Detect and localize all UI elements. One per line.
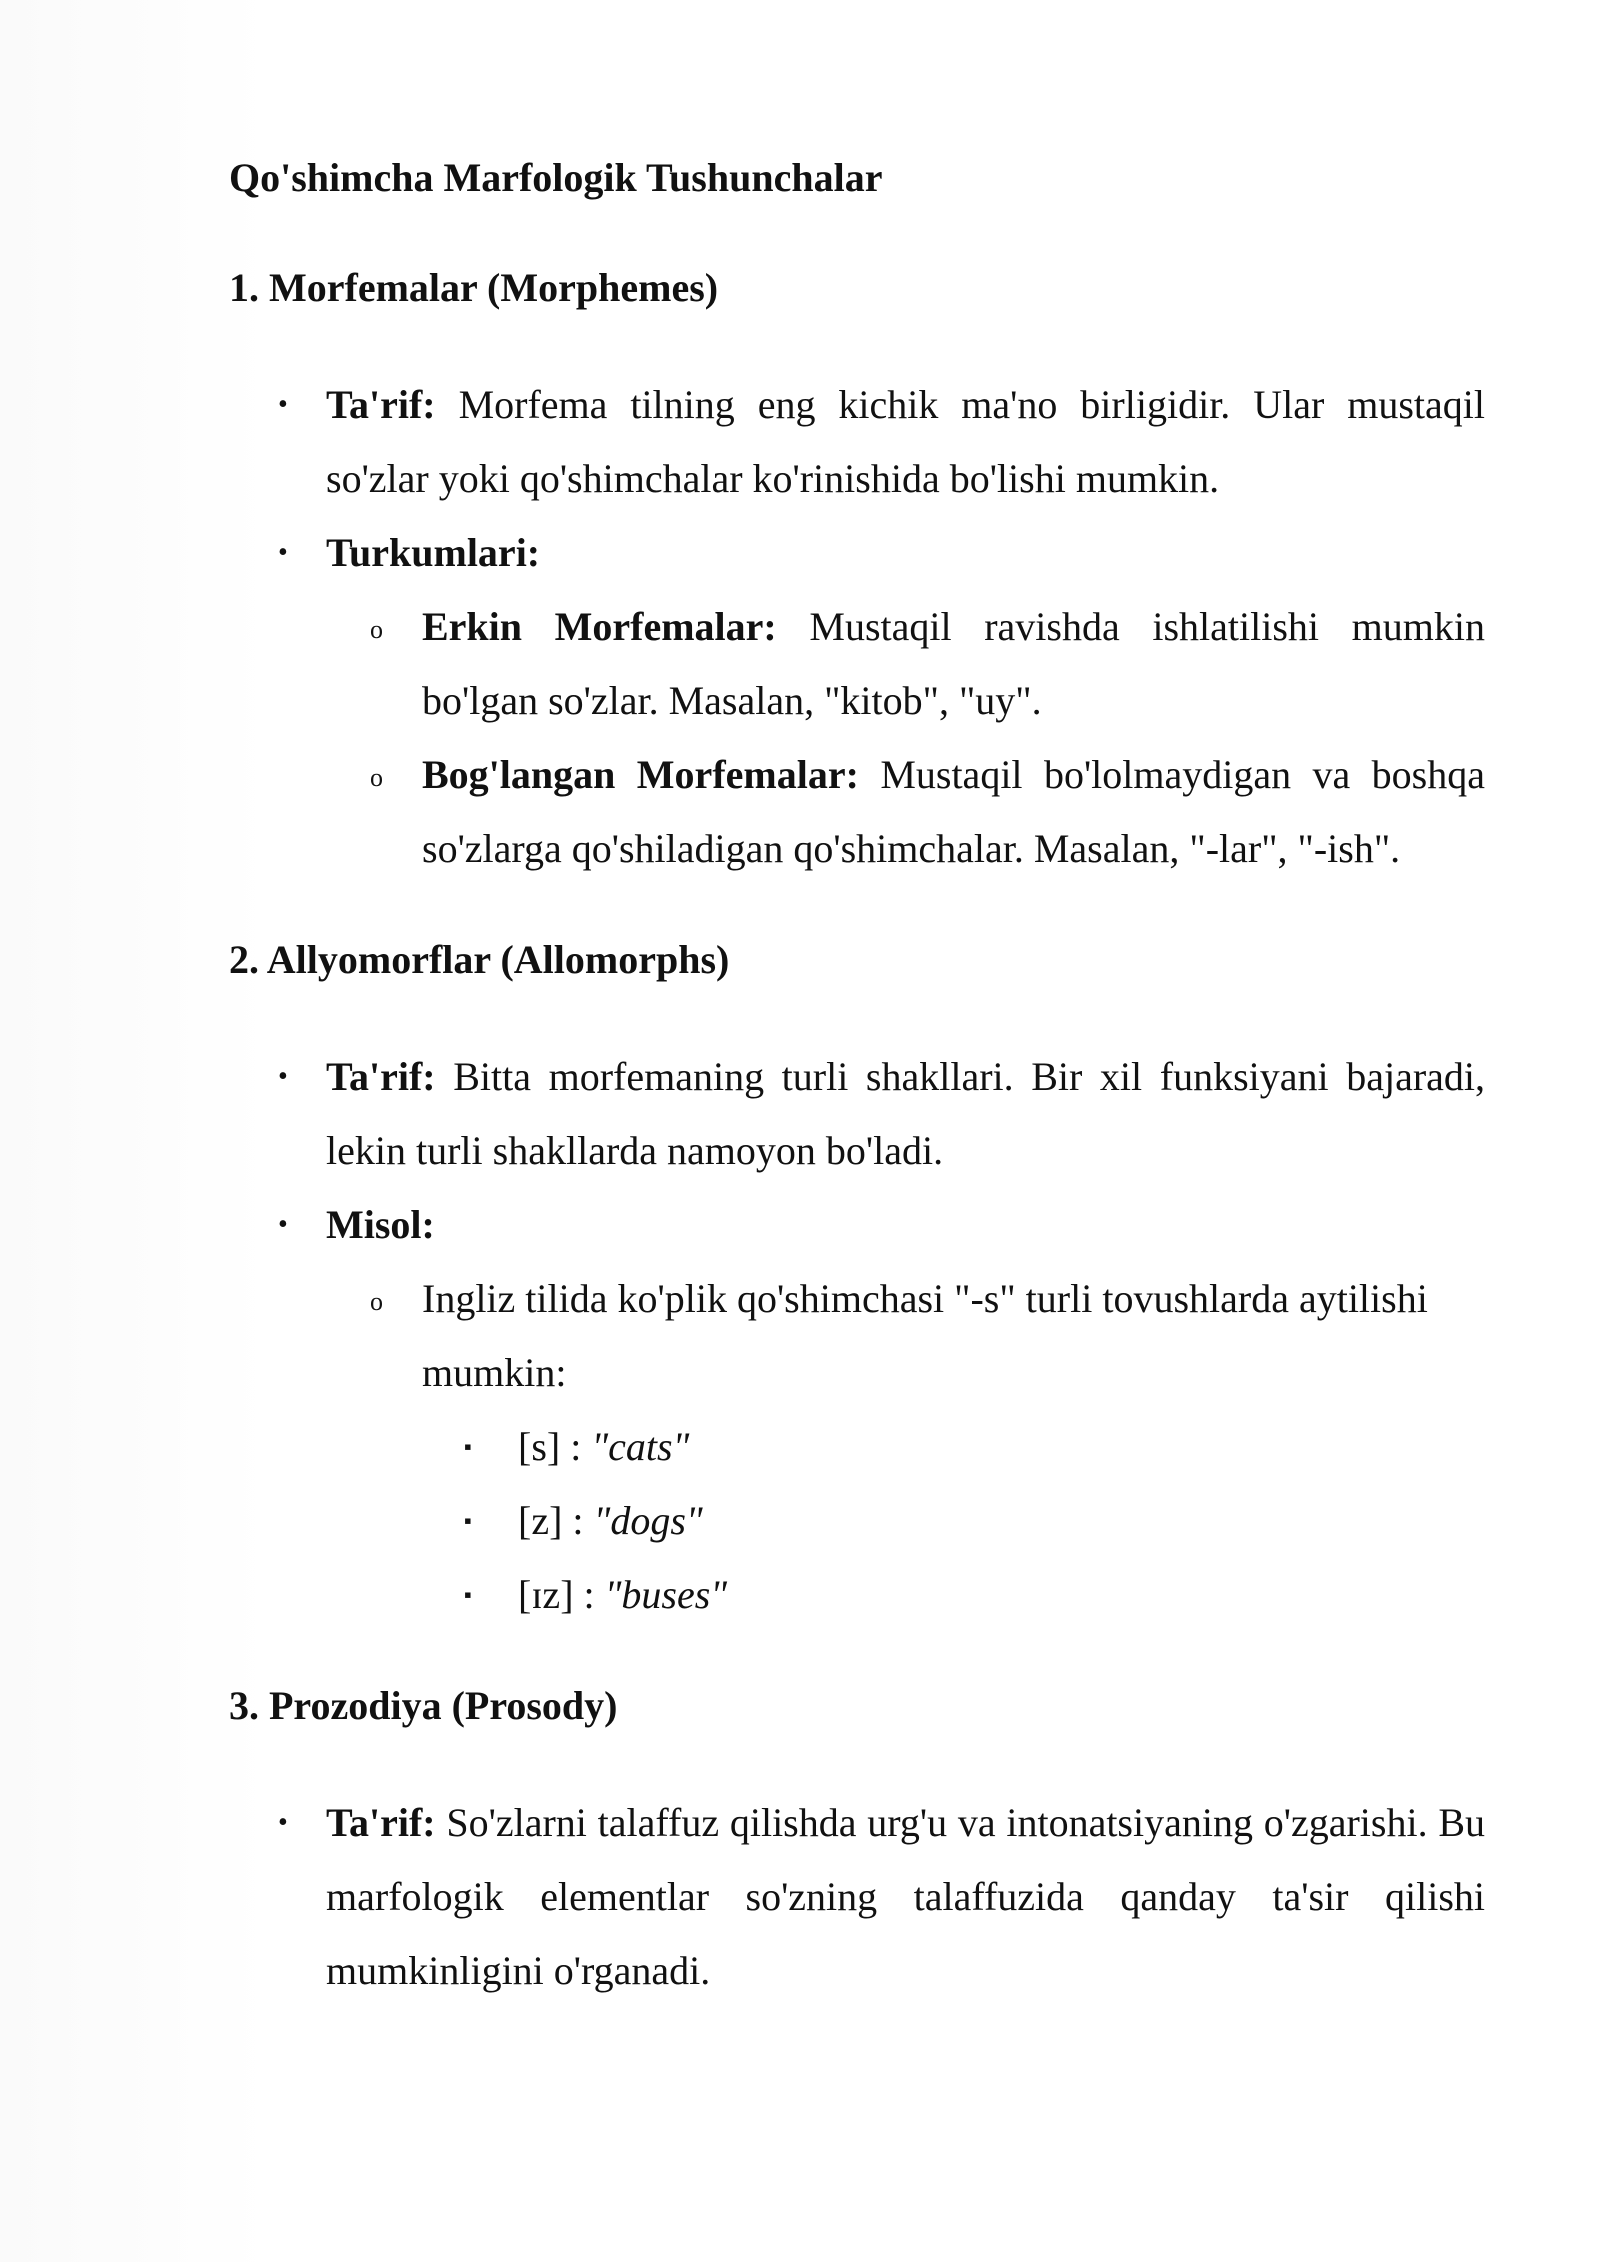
sub-sub-item-s bbox=[422, 1410, 1485, 1484]
document-title: Qo'shimcha Marfologik Tushunchalar bbox=[229, 155, 883, 200]
section-allyomorflar bbox=[229, 930, 1485, 1632]
bullet-icon: • bbox=[278, 1209, 288, 1240]
list-item-definition bbox=[229, 1040, 1485, 1188]
categories-label: Turkumlari: bbox=[326, 530, 541, 575]
section-prozodiya bbox=[229, 1676, 1485, 2008]
example-sound: [s] : bbox=[518, 1424, 582, 1469]
square-bullet-icon: ▪ bbox=[464, 1508, 472, 1533]
definition-label: Ta'rif: bbox=[326, 382, 436, 427]
example-text: Ingliz tilida ko'plik qo'shimchasi "-s" turli tovushlarda aytilishi mumkin: bbox=[422, 1276, 1428, 1395]
list-item-example bbox=[229, 1188, 1485, 1632]
category-text: Mustaqil bo'lolmaydigan va boshqa so'zlarga qo'shiladigan qo'shimchalar. Masalan, "-lar", "-ish". bbox=[422, 752, 1485, 871]
sub-item-example bbox=[326, 1262, 1485, 1632]
sub-sub-item-iz bbox=[422, 1558, 1485, 1632]
sub-item-boglangan bbox=[326, 738, 1485, 886]
section-heading: 2. Allyomorflar (Allomorphs) bbox=[229, 937, 730, 982]
list-item-definition bbox=[229, 368, 1485, 516]
list-item-categories bbox=[229, 516, 1485, 886]
sub-item-erkin bbox=[326, 590, 1485, 738]
example-sound: [z] : bbox=[518, 1498, 584, 1543]
definition-label: Ta'rif: bbox=[326, 1054, 436, 1099]
section-morfemalar bbox=[229, 258, 1485, 886]
sub-list bbox=[326, 590, 1485, 886]
definition-text: So'zlarni talaffuz qilishda urg'u va intonatsiyaning o'zgarishi. Bu marfologik elementlar so'zning talaffuzida qanday ta'sir qilishi mumkinligini o'rganadi. bbox=[326, 1800, 1486, 1993]
square-bullet-icon: ▪ bbox=[464, 1582, 472, 1607]
bullet-list bbox=[229, 1786, 1485, 2008]
example-word: "dogs" bbox=[593, 1498, 703, 1543]
definition-text: Bitta morfemaning turli shakllari. Bir xil funksiyani bajaradi, lekin turli shakllarda namoyon bo'ladi. bbox=[326, 1054, 1486, 1173]
example-word: "cats" bbox=[591, 1424, 690, 1469]
section-heading: 1. Morfemalar (Morphemes) bbox=[229, 265, 719, 310]
circle-bullet-icon: o bbox=[370, 615, 383, 644]
circle-bullet-icon: o bbox=[370, 763, 383, 792]
sub-sub-item-z bbox=[422, 1484, 1485, 1558]
square-bullet-icon: ▪ bbox=[464, 1434, 472, 1459]
list-item-definition bbox=[229, 1786, 1485, 2008]
example-sound: [ɪz] : bbox=[518, 1572, 595, 1617]
bullet-icon: • bbox=[278, 1061, 288, 1092]
bullet-icon: • bbox=[278, 389, 288, 420]
example-label: Misol: bbox=[326, 1202, 435, 1247]
definition-label: Ta'rif: bbox=[326, 1800, 436, 1845]
bullet-icon: • bbox=[278, 537, 288, 568]
example-word: "buses" bbox=[604, 1572, 728, 1617]
circle-bullet-icon: o bbox=[370, 1287, 383, 1316]
definition-text: Morfema tilning eng kichik ma'no birligidir. Ular mustaqil so'zlar yoki qo'shimchalar ko'rinishida bo'lishi mumkin. bbox=[326, 382, 1486, 501]
document-content bbox=[229, 148, 1485, 2052]
section-heading: 3. Prozodiya (Prosody) bbox=[229, 1683, 618, 1728]
category-text: Mustaqil ravishda ishlatilishi mumkin bo'lgan so'zlar. Masalan, "kitob", "uy". bbox=[422, 604, 1485, 723]
category-label: Bog'langan Morfemalar: bbox=[422, 752, 859, 797]
bullet-list bbox=[229, 368, 1485, 886]
bullet-list bbox=[229, 1040, 1485, 1632]
bullet-icon: • bbox=[278, 1807, 288, 1838]
sub-list bbox=[326, 1262, 1485, 1632]
category-label: Erkin Morfemalar: bbox=[422, 604, 777, 649]
sub-sub-list bbox=[422, 1410, 1485, 1632]
